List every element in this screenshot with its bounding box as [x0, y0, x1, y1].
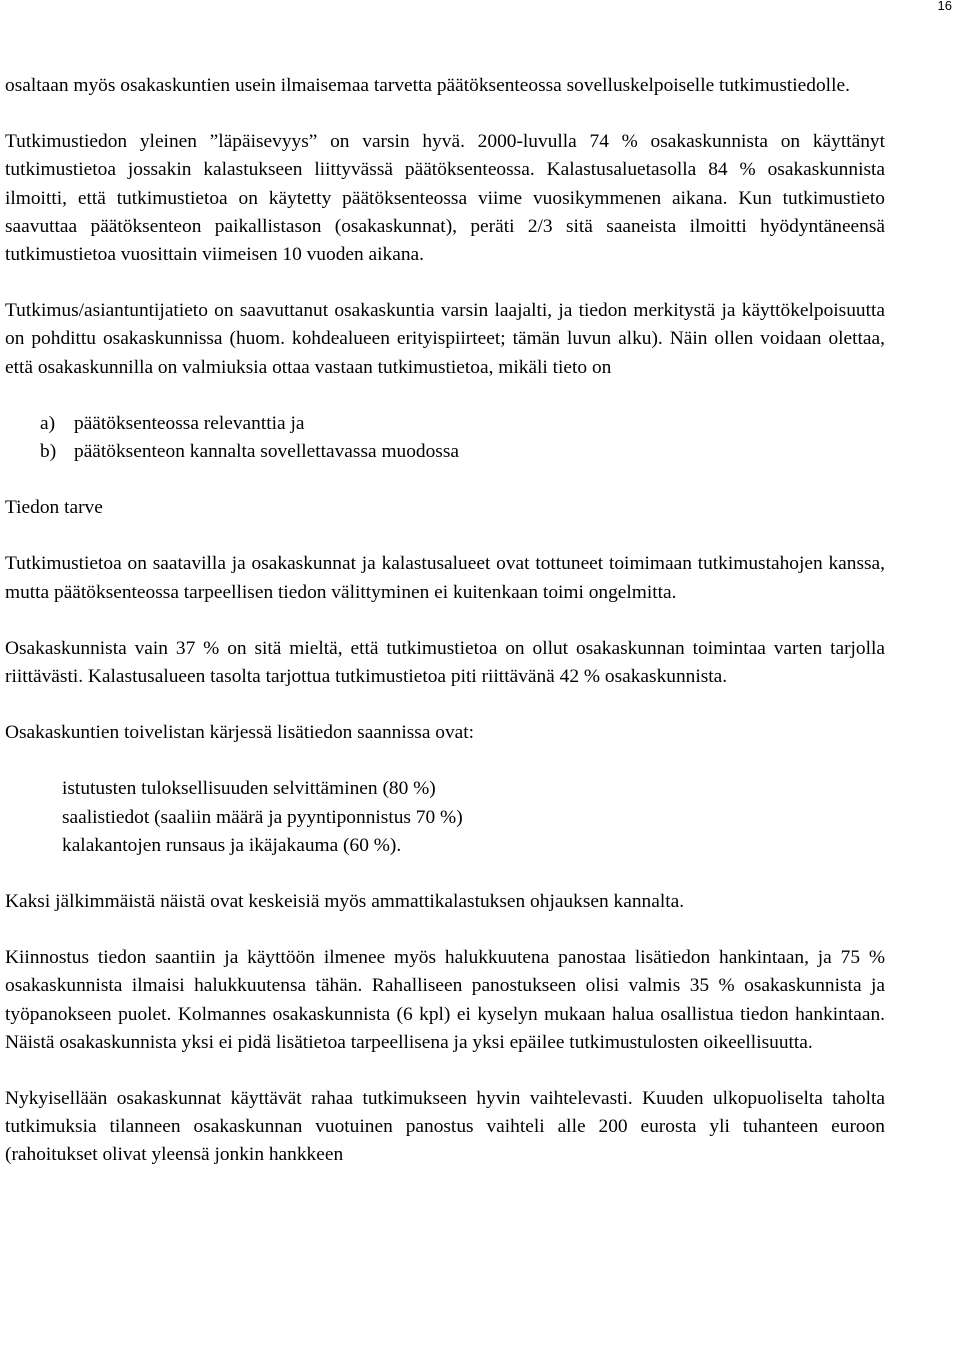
list-item: istutusten tuloksellisuuden selvittäminen (80 %): [62, 778, 436, 800]
page-number: 16: [937, 0, 952, 13]
paragraph-4: Tutkimustietoa on saatavilla ja osakaskunnat ja kalastusalueet ovat tottuneet toimimaan tutkimustahojen kanssa, mutta päätöksenteossa tarpeellisen tiedon välittyminen ei kuitenkaan toimi ongelmitta.: [5, 553, 885, 603]
paragraph-8: Kiinnostus tiedon saantiin ja käyttöön ilmenee myös halukkuutena panostaa lisätiedon hankintaan, ja 75 % osakaskunnista ilmaisi halukkuutensa tähän. Rahalliseen panostukseen olisi valmis 35 % osakaskunnista ja työpanokseen puolet. Kolmannes osakaskunnista (6 kpl) ei kyselyn mukaan halua osallistua tiedon hankintaan. Näistä osakaskunnista yksi ei pidä lisätietoa tarpeellisena ja yksi epäilee tutkimustulosten oikeellisuutta.: [5, 947, 885, 1053]
list-item: kalakantojen runsaus ja ikäjakauma (60 %).: [62, 834, 402, 856]
paragraph-5: Osakaskunnista vain 37 % on sitä mieltä, että tutkimustietoa on ollut osakaskunnan toimintaa varten tarjolla riittävästi. Kalastusalueen tasolta tarjottua tutkimustietoa piti riittävänä 42 % osakaskunnista.: [5, 637, 885, 688]
list-item-text: päätöksenteon kannalta sovellettavassa muodossa: [74, 441, 460, 463]
list-item: [40, 410, 885, 438]
list-marker: a): [40, 412, 56, 434]
paragraph-1: osaltaan myös osakaskuntien usein ilmaisemaa tarvetta päätöksenteossa sovelluskelpoiselle tutkimustiedolle.: [5, 75, 850, 96]
list-item: saalistiedot (saaliin määrä ja pyyntiponnistus 70 %): [62, 806, 463, 828]
section-heading: Tiedon tarve: [5, 497, 103, 519]
list-item: [40, 438, 885, 466]
wish-list: [5, 775, 885, 860]
paragraph-2: Tutkimustiedon yleinen ”läpäisevyys” on varsin hyvä. 2000-luvulla 74 % osakaskunnista on käyttänyt tutkimustietoa jossakin kalastukseen liittyvässä päätöksenteossa. Kalastusaluetasolla 84 % osakaskunnista ilmoitti, että tutkimustietoa on käytetty päätöksenteossa viime vuosikymmenen aikana. Kun tutkimustieto saavuttaa päätöksenteon paikallistason (osakaskunnat), peräti 2/3 sitä saaneista ilmoitti hyödyntäneensä tutkimustietoa vuosittain viimeisen 10 vuoden aikana.: [5, 131, 885, 266]
document-body: [5, 72, 885, 1170]
list-item-text: päätöksenteossa relevanttia ja: [74, 412, 305, 434]
lettered-list: [5, 410, 885, 466]
paragraph-3: Tutkimus/asiantuntijatieto on saavuttanut osakaskuntia varsin laajalti, ja tiedon merkitystä ja käyttökelpoisuutta on pohdittu osakaskunnissa (huom. kohdealueen erityispiirteet; tämän luvun alku). Näin ollen voidaan olettaa, että osakaskunnilla on valmiuksia ottaa vastaan tutkimustietoa, mikäli tieto on: [5, 300, 885, 378]
paragraph-7: Kaksi jälkimmäistä näistä ovat keskeisiä myös ammattikalastuksen ohjauksen kannalta.: [5, 891, 685, 913]
paragraph-9: Nykyisellään osakaskunnat käyttävät rahaa tutkimukseen hyvin vaihtelevasti. Kuuden ulkopuoliselta taholta tutkimuksia tilanneen osakaskunnan vuotuinen panostus vaihteli alle 200 eurosta yli tuhanteen euroon (rahoitukset olivat yleensä jonkin hankkeen: [5, 1088, 885, 1166]
paragraph-6: Osakaskuntien toivelistan kärjessä lisätiedon saannissa ovat:: [5, 722, 475, 744]
list-marker: b): [40, 441, 57, 463]
